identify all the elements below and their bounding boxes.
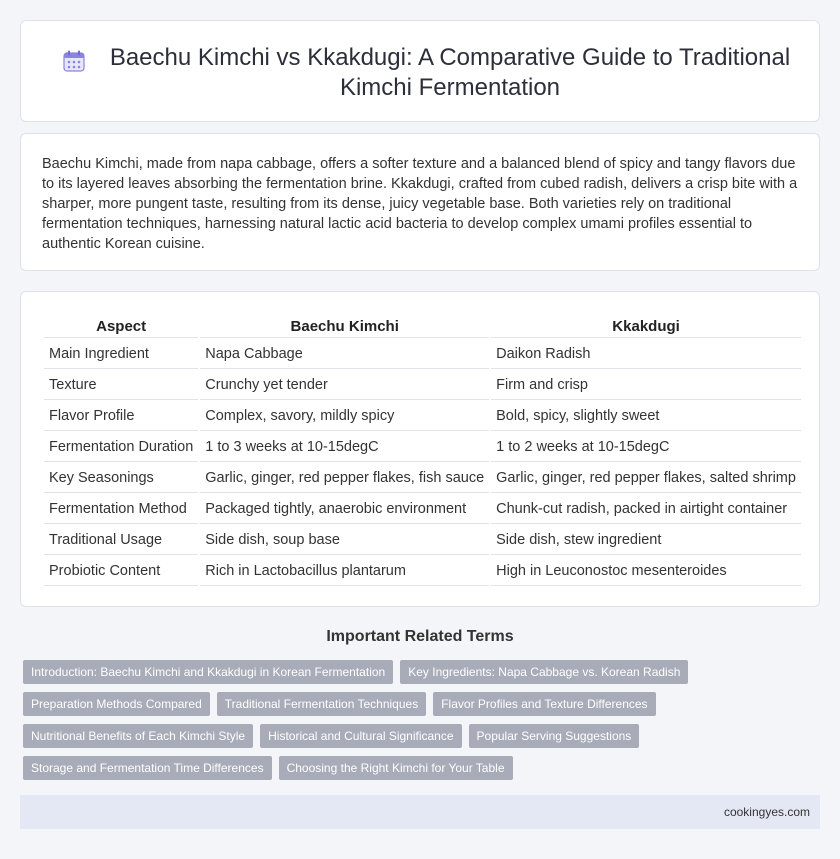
row-baechu: Rich in Lactobacillus plantarum <box>200 557 489 586</box>
table-row <box>44 371 801 400</box>
row-kkakdugi: Firm and crisp <box>491 371 801 400</box>
row-baechu: 1 to 3 weeks at 10-15degC <box>200 433 489 462</box>
row-aspect: Traditional Usage <box>44 526 198 555</box>
row-aspect: Flavor Profile <box>44 402 198 431</box>
related-term-tag[interactable]: Nutritional Benefits of Each Kimchi Style <box>23 724 253 748</box>
summary-card <box>20 133 820 271</box>
row-kkakdugi: Bold, spicy, slightly sweet <box>491 402 801 431</box>
row-aspect: Fermentation Duration <box>44 433 198 462</box>
summary-paragraph: Baechu Kimchi, made from napa cabbage, offers a softer texture and a balanced blend of spicy and tangy flavors due to its layered leaves absorbing the fermentation brine. Kkakdugi, crafted from cubed radish, delivers a crisp bite with a sharper, more pungent taste, resulting from its dense, juicy vegetable base. Both varieties rely on traditional fermentation techniques, harnessing natural lactic acid bacteria to develop complex umami profiles essential to authentic Korean cuisine. <box>42 156 798 252</box>
row-aspect: Key Seasonings <box>44 464 198 493</box>
footer <box>20 795 820 829</box>
row-baechu: Packaged tightly, anaerobic environment <box>200 495 489 524</box>
table-row <box>44 495 801 524</box>
row-baechu: Crunchy yet tender <box>200 371 489 400</box>
header-kkakdugi: Kkakdugi <box>491 316 801 338</box>
row-kkakdugi: High in Leuconostoc mesenteroides <box>491 557 801 586</box>
table-row <box>44 464 801 493</box>
related-term-tag[interactable]: Popular Serving Suggestions <box>469 724 640 748</box>
related-term-tag[interactable]: Introduction: Baechu Kimchi and Kkakdugi in Korean Fermentation <box>23 660 393 684</box>
row-baechu: Garlic, ginger, red pepper flakes, fish sauce <box>200 464 489 493</box>
comparison-table <box>42 314 803 588</box>
table-row <box>44 433 801 462</box>
table-row <box>44 526 801 555</box>
related-term-tag[interactable]: Key Ingredients: Napa Cabbage vs. Korean Radish <box>400 660 688 684</box>
related-terms-list <box>23 660 703 780</box>
related-terms-title: Important Related Terms <box>326 628 514 645</box>
related-term-tag[interactable]: Storage and Fermentation Time Differences <box>23 756 272 780</box>
title-card <box>20 20 820 122</box>
page-title: Baechu Kimchi vs Kkakdugi: A Comparative Guide to Traditional Kimchi Fermentation <box>109 44 791 101</box>
table-row <box>44 340 801 369</box>
row-aspect: Probiotic Content <box>44 557 198 586</box>
related-term-tag[interactable]: Preparation Methods Compared <box>23 692 210 716</box>
header-baechu-kimchi: Baechu Kimchi <box>200 316 489 338</box>
related-term-tag[interactable]: Flavor Profiles and Texture Differences <box>433 692 655 716</box>
header-aspect: Aspect <box>44 316 198 338</box>
table-row <box>44 402 801 431</box>
row-baechu: Napa Cabbage <box>200 340 489 369</box>
footer-site-link[interactable]: cookingyes.com <box>723 805 810 819</box>
row-kkakdugi: Chunk-cut radish, packed in airtight container <box>491 495 801 524</box>
row-kkakdugi: 1 to 2 weeks at 10-15degC <box>491 433 801 462</box>
comparison-table-card <box>20 291 820 607</box>
related-term-tag[interactable]: Choosing the Right Kimchi for Your Table <box>279 756 513 780</box>
related-term-tag[interactable]: Traditional Fermentation Techniques <box>217 692 426 716</box>
row-aspect: Fermentation Method <box>44 495 198 524</box>
table-header-row <box>44 316 801 338</box>
related-term-tag[interactable]: Historical and Cultural Significance <box>260 724 461 748</box>
row-kkakdugi: Garlic, ginger, red pepper flakes, salted shrimp <box>491 464 801 493</box>
row-baechu: Side dish, soup base <box>200 526 489 555</box>
row-kkakdugi: Side dish, stew ingredient <box>491 526 801 555</box>
row-aspect: Main Ingredient <box>44 340 198 369</box>
row-baechu: Complex, savory, mildly spicy <box>200 402 489 431</box>
table-row <box>44 557 801 586</box>
row-aspect: Texture <box>44 371 198 400</box>
row-kkakdugi: Daikon Radish <box>491 340 801 369</box>
